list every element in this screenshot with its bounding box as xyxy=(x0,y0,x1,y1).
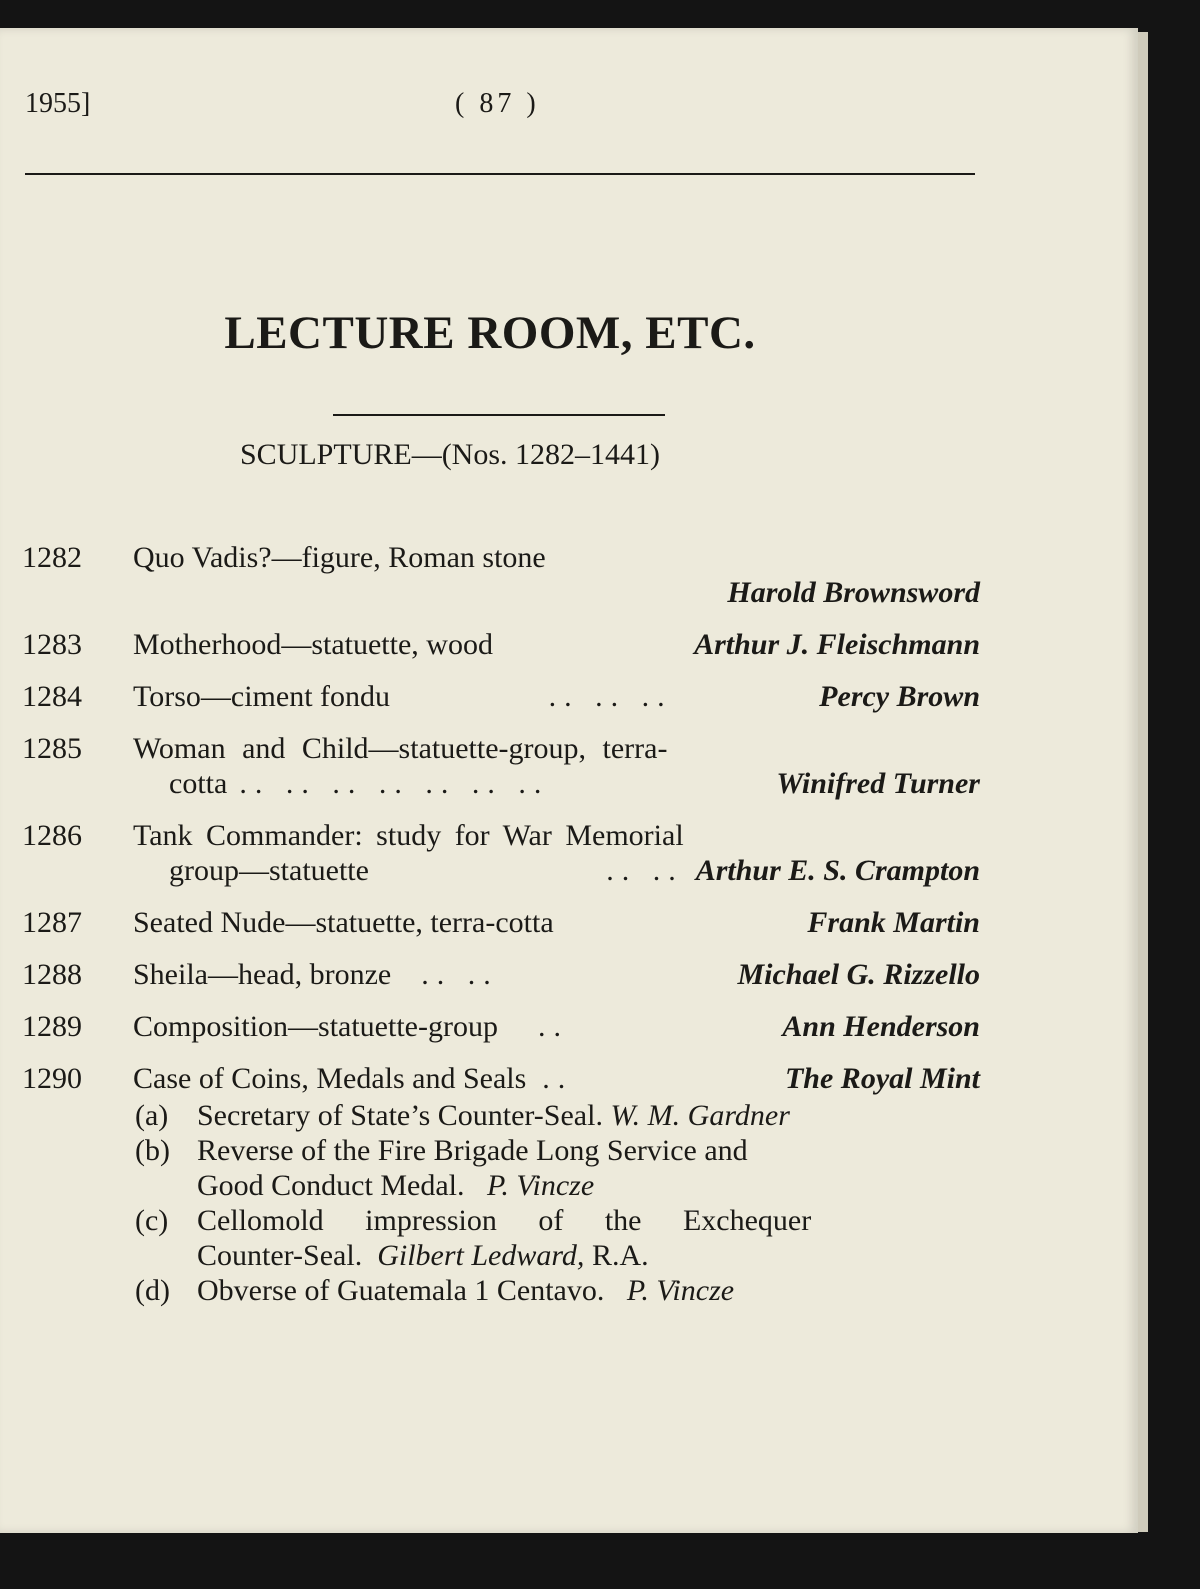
catalogue-entry xyxy=(22,731,980,801)
sub-item-text: Secretary of State’s Counter-Seal. xyxy=(197,1099,603,1132)
sub-item-artist: P. Vincze xyxy=(486,1169,595,1202)
sub-item-text-continued: Good Conduct Medal. xyxy=(197,1169,465,1202)
catalogue-entry xyxy=(22,905,980,940)
sub-item-text: Obverse of Guatemala 1 Centavo. xyxy=(197,1274,605,1307)
entry-artist: Arthur J. Fleischmann xyxy=(694,628,980,661)
catalogue-entry xyxy=(22,679,980,714)
section-heading: SCULPTURE—(Nos. 1282–1441) xyxy=(240,438,661,471)
catalogue-entry xyxy=(22,1061,980,1096)
entry-title: Case of Coins, Medals and Seals xyxy=(133,1062,527,1095)
entry-number: 1288 xyxy=(22,958,82,991)
catalogue-entries xyxy=(22,540,980,1308)
header-year: 1955] xyxy=(25,88,91,119)
entry-number: 1284 xyxy=(22,680,82,713)
entry-artist: Arthur E. S. Crampton xyxy=(695,854,980,887)
entry-artist: Harold Brownsword xyxy=(727,576,980,609)
sub-item-suffix: R.A. xyxy=(591,1239,649,1272)
entry-title: Quo Vadis?—figure, Roman stone xyxy=(133,541,546,574)
entry-number: 1285 xyxy=(22,732,82,765)
leader-dots: .. xyxy=(537,1010,569,1043)
entry-title: Torso—ciment fondu xyxy=(133,680,391,713)
sub-item-label: (a) xyxy=(135,1099,169,1132)
entry-title: Woman and Child—statuette-group, terra- xyxy=(133,732,668,765)
entry-number: 1283 xyxy=(22,628,82,661)
sub-item xyxy=(135,1273,980,1308)
page-title: LECTURE ROOM, ETC. xyxy=(224,307,756,359)
entry-number: 1290 xyxy=(22,1062,82,1095)
entry-title: Sheila—head, bronze xyxy=(133,958,392,991)
catalogue-entry xyxy=(22,818,980,888)
page-number: ( 87 ) xyxy=(455,88,540,119)
sub-item-artist: Gilbert Ledward, xyxy=(377,1239,585,1272)
entry-title: Tank Commander: study for War Memorial xyxy=(133,819,684,852)
entry-artist: Ann Henderson xyxy=(782,1010,980,1043)
sub-item xyxy=(135,1133,980,1203)
leader-dots: .. .. .. .. .. .. .. xyxy=(239,767,550,800)
sub-item xyxy=(135,1098,980,1133)
entry-title-continued: group—statuette xyxy=(169,854,369,887)
catalogue-entry xyxy=(22,540,980,610)
title-rule xyxy=(333,414,665,416)
entry-title: Motherhood—statuette, wood xyxy=(133,628,493,661)
entry-artist: Winifred Turner xyxy=(776,767,980,800)
catalogue-entry xyxy=(22,627,980,662)
leader-dots: .. .. xyxy=(606,854,684,887)
entry-title: Seated Nude—statuette, terra-cotta xyxy=(133,906,554,939)
entry-artist: Percy Brown xyxy=(819,680,980,713)
leader-dots: .. .. .. xyxy=(548,680,673,713)
entry-artist: Frank Martin xyxy=(807,906,980,939)
sub-item xyxy=(135,1203,980,1273)
entry-number: 1289 xyxy=(22,1010,82,1043)
sub-item-label: (d) xyxy=(135,1274,170,1307)
sub-item-text-continued: Counter-Seal. xyxy=(197,1239,363,1272)
catalogue-entry xyxy=(22,1009,980,1044)
sub-item-artist: P. Vincze xyxy=(626,1274,735,1307)
sub-item-text: Reverse of the Fire Brigade Long Service and xyxy=(197,1134,748,1167)
catalogue-entry xyxy=(22,957,980,992)
header-rule xyxy=(25,173,975,175)
entry-number: 1286 xyxy=(22,819,82,852)
sub-item-artist: W. M. Gardner xyxy=(610,1099,790,1132)
entry-number: 1282 xyxy=(22,541,82,574)
sub-item-text: Cellomold impression of the Exchequer xyxy=(197,1204,812,1237)
page-edge xyxy=(1138,32,1148,1532)
sub-item-label: (b) xyxy=(135,1134,170,1167)
running-header xyxy=(25,88,975,128)
entry-number: 1287 xyxy=(22,906,82,939)
entry-artist: Michael G. Rizzello xyxy=(737,958,980,991)
entry-artist: The Royal Mint xyxy=(784,1062,980,1095)
entry-title: Composition—statuette-group xyxy=(133,1010,498,1043)
leader-dots: .. .. xyxy=(421,958,499,991)
leader-dots: .. xyxy=(542,1062,574,1095)
entry-title-continued: cotta xyxy=(169,767,228,800)
sub-item-label: (c) xyxy=(135,1204,169,1237)
